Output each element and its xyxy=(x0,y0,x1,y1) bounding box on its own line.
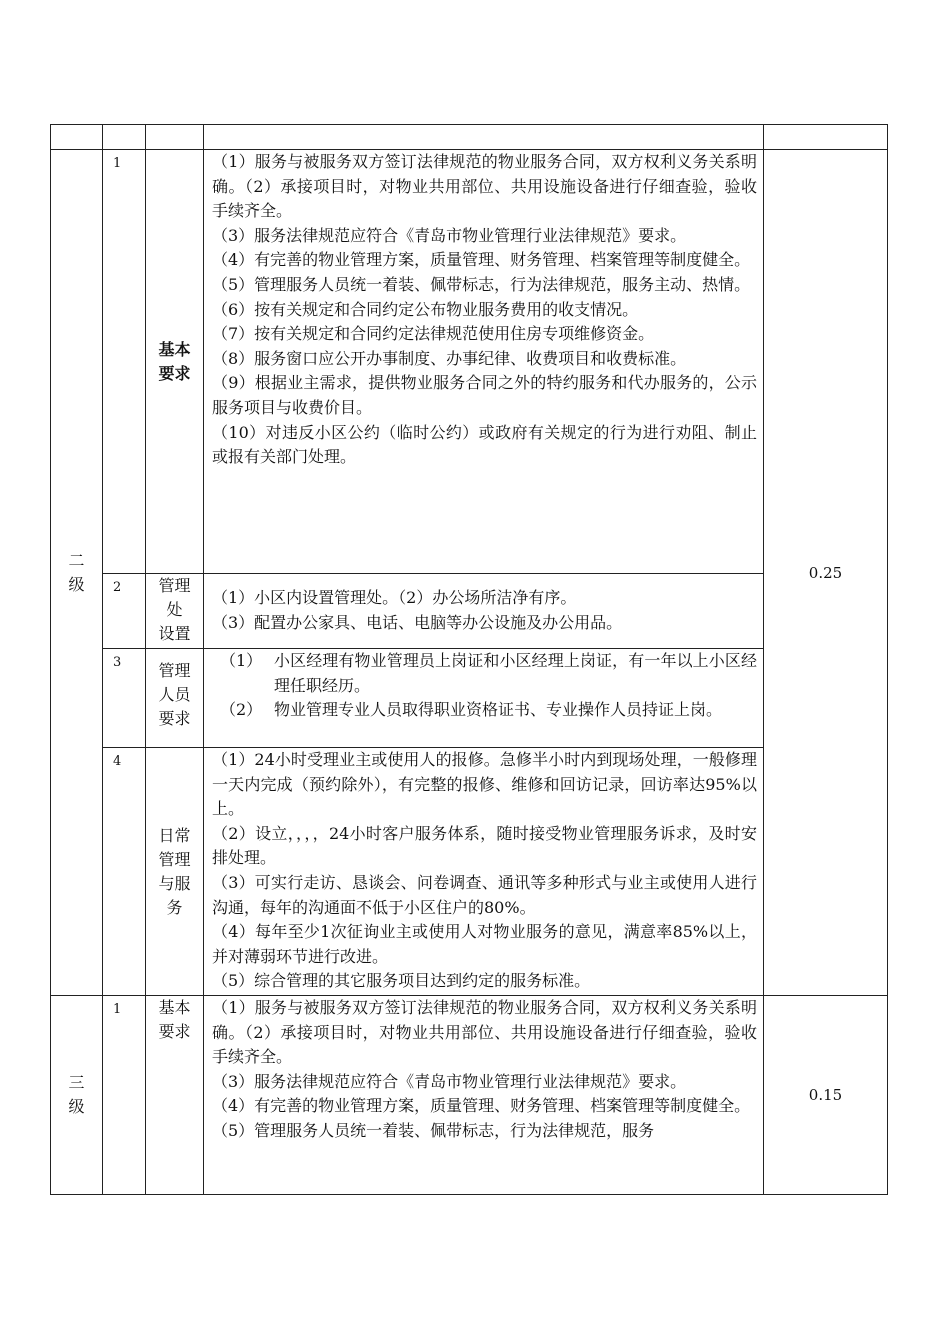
category-text: 基本 xyxy=(158,339,191,359)
header-cell xyxy=(764,125,888,150)
table-row xyxy=(51,150,888,574)
standards-table xyxy=(50,124,888,1195)
content-paragraph: （4）有完善的物业管理方案，质量管理、财务管理、档案管理等制度健全。 xyxy=(212,1096,751,1116)
category-text: 日常 xyxy=(158,825,191,845)
level-text: 级 xyxy=(68,1097,85,1116)
content-paragraph: （8）服务窗口应公开办事制度、办事纪律、收费项目和收费标准。 xyxy=(212,348,687,368)
content-paragraph: （1）小区内设置管理处。（2）办公场所洁净有序。 xyxy=(212,588,577,608)
category-text: 要求 xyxy=(158,1022,191,1041)
level-label xyxy=(51,996,103,1195)
category-label xyxy=(146,748,204,996)
content-paragraph: （9）根据业主需求，提供物业服务合同之外的特约服务和代办服务的，公示服务项目与收费价目。 xyxy=(212,373,757,417)
content-paragraph: （5）管理服务人员统一着装、佩带标志，行为法律规范，服务 xyxy=(212,1120,655,1140)
category-text: 基本 xyxy=(158,998,191,1017)
category-text: 要求 xyxy=(158,363,191,383)
row-number: 4 xyxy=(103,748,146,996)
table-row xyxy=(51,574,888,649)
header-cell xyxy=(204,125,764,150)
row-number: 2 xyxy=(103,574,146,649)
header-cell xyxy=(51,125,103,150)
content-paragraph: （3）可实行走访、恳谈会、问卷调查、通讯等多种形式与业主或使用人进行沟通，每年的沟通面不低于小区住户的80%。 xyxy=(212,872,757,917)
content-cell xyxy=(204,748,764,996)
level-text: 级 xyxy=(68,574,85,594)
content-paragraph: （5）综合管理的其它服务项目达到约定的服务标准。 xyxy=(212,971,591,991)
content-paragraph: （7）按有关规定和合同约定法律规范使用住房专项维修资金。 xyxy=(212,324,655,344)
table-row xyxy=(51,649,888,748)
weight-value: 0.25 xyxy=(764,150,888,996)
item-number: （1） xyxy=(220,651,263,670)
content-cell xyxy=(204,996,764,1195)
content-paragraph: （3）服务法律规范应符合《青岛市物业管理行业法律规范》要求。 xyxy=(212,225,687,245)
category-text: 务 xyxy=(166,897,183,917)
item-text: 物业管理专业人员取得职业资格证书、专业操作人员持证上岗。 xyxy=(274,700,723,720)
content-paragraph: （1）服务与被服务双方签订法律规范的物业服务合同，双方权利义务关系明确。（2）承接项目时，对物业共用部位、共用设施设备进行仔细查验，验收手续齐全。 xyxy=(212,998,757,1067)
content-paragraph: （1）24小时受理业主或使用人的报修。急修半小时内到现场处理，一般修理一天内完成（预约除外），有完整的报修、维修和回访记录，回访率达95%以上。 xyxy=(212,750,757,819)
content-paragraph xyxy=(212,698,757,723)
category-text: 管理 xyxy=(158,849,191,869)
content-paragraph: （5）管理服务人员统一着装、佩带标志，行为法律规范，服务主动、热情。 xyxy=(212,274,751,294)
level-text: 二 xyxy=(68,550,85,570)
content-paragraph: （3）配置办公家具、电话、电脑等办公设施及办公用品。 xyxy=(212,613,623,632)
category-text: 处 xyxy=(166,600,183,619)
category-text: 与服 xyxy=(158,873,191,893)
content-cell xyxy=(204,574,764,649)
content-paragraph: （6）按有关规定和合同约定公布物业服务费用的收支情况。 xyxy=(212,299,639,319)
level-text: 三 xyxy=(68,1073,85,1092)
category-text: 设置 xyxy=(158,624,191,643)
category-text: 要求 xyxy=(158,709,191,728)
category-label xyxy=(146,574,204,649)
row-number: 1 xyxy=(103,996,146,1195)
content-paragraph: （2）设立，，，，24小时客户服务体系，随时接受物业管理服务诉求，及时安排处理。 xyxy=(212,823,757,868)
weight-value: 0.15 xyxy=(764,996,888,1195)
row-number: 3 xyxy=(103,649,146,748)
content-paragraph: （3）服务法律规范应符合《青岛市物业管理行业法律规范》要求。 xyxy=(212,1071,687,1091)
header-row xyxy=(51,125,888,150)
content-paragraph: （4）有完善的物业管理方案，质量管理、财务管理、档案管理等制度健全。 xyxy=(212,250,751,270)
table-row xyxy=(51,748,888,996)
category-label xyxy=(146,649,204,748)
table-row xyxy=(51,996,888,1195)
level-label xyxy=(51,150,103,996)
item-number: （2） xyxy=(220,700,263,720)
content-cell xyxy=(204,150,764,574)
category-text: 管理 xyxy=(158,576,191,595)
content-paragraph xyxy=(212,649,757,698)
header-cell xyxy=(103,125,146,150)
category-text: 管理 xyxy=(158,661,191,680)
content-paragraph: （4）每年至少1次征询业主或使用人对物业服务的意见，满意率85%以上，并对薄弱环节进行改进。 xyxy=(212,922,757,966)
item-text: 小区经理有物业管理员上岗证和小区经理上岗证，有一年以上小区经理任职经历。 xyxy=(274,651,757,695)
category-label xyxy=(146,150,204,574)
category-label xyxy=(146,996,204,1195)
row-number: 1 xyxy=(103,150,146,574)
content-paragraph: （10）对违反小区公约（临时公约）或政府有关规定的行为进行劝阻、制止或报有关部门处理。 xyxy=(212,422,757,467)
content-cell xyxy=(204,649,764,748)
category-text: 人员 xyxy=(158,685,191,704)
content-paragraph: （1）服务与被服务双方签订法律规范的物业服务合同，双方权利义务关系明确。（2）承接项目时，对物业共用部位、共用设施设备进行仔细查验，验收手续齐全。 xyxy=(212,152,757,221)
header-cell xyxy=(146,125,204,150)
